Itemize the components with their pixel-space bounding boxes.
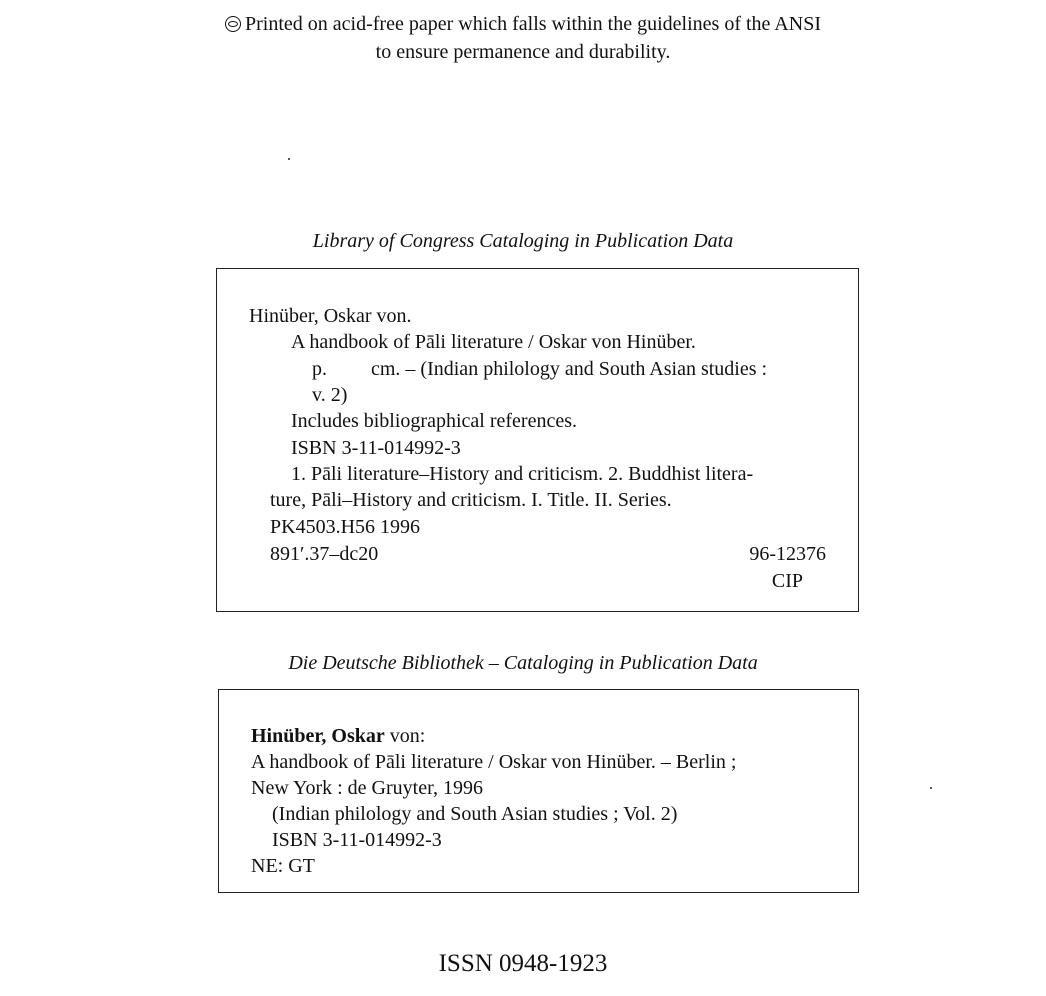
dnb-title: A handbook of Pāli literature / Oskar von Hinüber. – Berlin ;: [251, 751, 737, 773]
dnb-ne: NE: GT: [251, 855, 315, 877]
dnb-isbn: ISBN 3-11-014992-3: [272, 829, 442, 851]
lc-dewey: 891′.37–dc20: [270, 543, 379, 565]
dnb-cip-box: [218, 689, 859, 893]
scan-speck: [288, 158, 290, 160]
lc-author: Hinüber, Oskar von.: [249, 305, 412, 327]
lc-note: Includes bibliographical references.: [291, 410, 577, 432]
dnb-author-name: Hinüber, Oskar: [251, 725, 385, 747]
lc-caption: Library of Congress Cataloging in Publication Data: [312, 230, 734, 252]
lc-cip-box: [216, 268, 859, 612]
dnb-author: [251, 723, 425, 749]
paper-notice-line-1: [0, 10, 1046, 38]
infinity-paper-icon: [225, 16, 241, 32]
dnb-author-suffix: von:: [384, 725, 426, 747]
dnb-caption: Die Deutsche Bibliothek – Cataloging in Publication Data: [288, 652, 758, 674]
lc-isbn: ISBN 3-11-014992-3: [291, 437, 461, 459]
lc-call-number: PK4503.H56 1996: [270, 516, 421, 538]
lc-subjects-2: ture, Pāli–History and criticism. I. Title. II. Series.: [270, 489, 672, 511]
dnb-series: (Indian philology and South Asian studies ; Vol. 2): [272, 803, 678, 825]
lc-series: cm. – (Indian philology and South Asian studies :: [371, 358, 768, 380]
dnb-imprint: New York : de Gruyter, 1996: [251, 777, 483, 799]
lc-title: A handbook of Pāli literature / Oskar von Hinüber.: [291, 331, 696, 353]
paper-notice: [0, 10, 1046, 66]
lc-cip-label: CIP: [771, 570, 803, 592]
lc-subjects-1: 1. Pāli literature–History and criticism. 2. Buddhist litera-: [291, 463, 754, 485]
lc-control-number: 96-12376: [749, 543, 826, 565]
issn: ISSN 0948-1923: [438, 950, 608, 977]
lc-series-volume: v. 2): [312, 384, 348, 406]
scan-speck: [930, 787, 932, 789]
lc-pagination: p.: [312, 358, 327, 380]
paper-notice-text-1: Printed on acid-free paper which falls within the guidelines of the ANSI: [245, 13, 821, 35]
paper-notice-line-2: to ensure permanence and durability.: [375, 41, 671, 63]
